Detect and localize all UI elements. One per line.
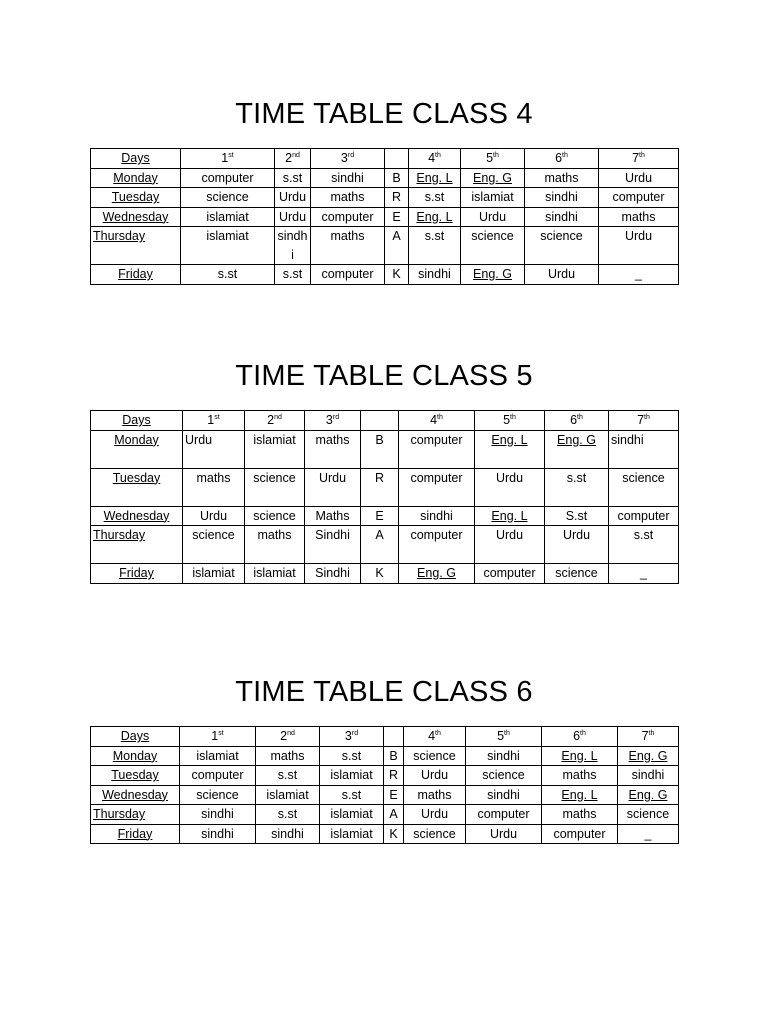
table-row: [91, 506, 679, 526]
class4-timetable: [90, 148, 679, 285]
subject-cell: Urdu: [183, 430, 245, 468]
subject-cell: sindhi: [399, 506, 475, 526]
period-header: 4th: [409, 149, 461, 169]
subject-cell: islamiat: [181, 207, 275, 227]
subject-cell: islamiat: [320, 766, 384, 786]
subject-cell: _: [609, 564, 679, 584]
subject-cell: maths: [183, 468, 245, 506]
subject-cell: Eng. G: [461, 168, 525, 188]
days-header: Days: [91, 411, 183, 431]
table-row: [91, 564, 679, 584]
subject-cell: computer: [599, 188, 679, 208]
subject-cell: Eng. L: [475, 506, 545, 526]
subject-cell: sindhi: [409, 265, 461, 285]
break-cell: R: [385, 188, 409, 208]
period-header: 2nd: [275, 149, 311, 169]
table-row: [91, 168, 679, 188]
subject-cell: maths: [542, 805, 618, 825]
break-cell: K: [361, 564, 399, 584]
period-header: 7th: [618, 727, 679, 747]
subject-cell: s.st: [275, 265, 311, 285]
table-row: [91, 207, 679, 227]
subject-cell: Urdu: [475, 526, 545, 564]
subject-cell: sindhi: [180, 805, 256, 825]
subject-cell: s.st: [409, 227, 461, 265]
subject-cell: islamiat: [245, 430, 305, 468]
subject-cell: Eng. L: [542, 785, 618, 805]
subject-cell: science: [245, 468, 305, 506]
subject-cell: science: [461, 227, 525, 265]
subject-cell: Eng. G: [545, 430, 609, 468]
break-cell: R: [361, 468, 399, 506]
period-header: 4th: [399, 411, 475, 431]
day-cell: Friday: [91, 265, 181, 285]
subject-cell: maths: [311, 188, 385, 208]
subject-cell: maths: [245, 526, 305, 564]
subject-cell: sindhi: [525, 188, 599, 208]
table-row: [91, 824, 679, 844]
day-cell: Monday: [91, 430, 183, 468]
period-header: 4th: [404, 727, 466, 747]
subject-cell: Sindhi: [305, 564, 361, 584]
days-header: Days: [91, 727, 180, 747]
subject-cell: maths: [311, 227, 385, 265]
subject-cell: Urdu: [466, 824, 542, 844]
break-header: [361, 411, 399, 431]
subject-cell: science: [404, 746, 466, 766]
class6-title: TIME TABLE CLASS 6: [235, 676, 533, 708]
break-cell: A: [384, 805, 404, 825]
subject-cell: Eng. L: [409, 168, 461, 188]
subject-cell: islamiat: [180, 746, 256, 766]
subject-cell: Urdu: [404, 805, 466, 825]
break-cell: B: [384, 746, 404, 766]
subject-cell: Eng. G: [618, 746, 679, 766]
table-row: [91, 805, 679, 825]
header-row: [91, 727, 679, 747]
subject-cell: Urdu: [599, 227, 679, 265]
subject-cell: s.st: [275, 168, 311, 188]
subject-cell: s.st: [181, 265, 275, 285]
subject-cell: Urdu: [475, 468, 545, 506]
subject-cell: sindhi: [180, 824, 256, 844]
period-header: 2nd: [256, 727, 320, 747]
class5-section: [0, 358, 768, 394]
period-header: 6th: [545, 411, 609, 431]
subject-cell: science: [404, 824, 466, 844]
subject-cell: maths: [404, 785, 466, 805]
period-header: 5th: [466, 727, 542, 747]
break-cell: A: [385, 227, 409, 265]
period-header: 5th: [475, 411, 545, 431]
subject-cell: science: [183, 526, 245, 564]
subject-cell: Maths: [305, 506, 361, 526]
day-cell: Thursday: [91, 805, 180, 825]
subject-cell: sindhi: [525, 207, 599, 227]
period-header: 3rd: [320, 727, 384, 747]
subject-cell: Urdu: [275, 188, 311, 208]
subject-cell: islamiat: [461, 188, 525, 208]
subject-cell: Sindhi: [305, 526, 361, 564]
subject-cell: science: [609, 468, 679, 506]
header-row: [91, 411, 679, 431]
subject-cell: computer: [181, 168, 275, 188]
break-header: [384, 727, 404, 747]
period-header: 7th: [599, 149, 679, 169]
subject-cell: sindhi: [466, 746, 542, 766]
subject-cell: sindhi: [311, 168, 385, 188]
period-header: 3rd: [311, 149, 385, 169]
subject-cell: computer: [399, 526, 475, 564]
subject-cell: s.st: [320, 785, 384, 805]
day-cell: Tuesday: [91, 766, 180, 786]
subject-cell: sindhi: [466, 785, 542, 805]
subject-cell: Urdu: [525, 265, 599, 285]
subject-cell: Eng. G: [461, 265, 525, 285]
period-header: 2nd: [245, 411, 305, 431]
day-cell: Wednesday: [91, 506, 183, 526]
subject-cell: maths: [542, 766, 618, 786]
break-cell: R: [384, 766, 404, 786]
subject-cell: science: [525, 227, 599, 265]
subject-cell: S.st: [545, 506, 609, 526]
subject-cell: maths: [599, 207, 679, 227]
subject-cell: s.st: [320, 746, 384, 766]
subject-cell: maths: [525, 168, 599, 188]
subject-cell: Eng. G: [399, 564, 475, 584]
day-cell: Thursday: [91, 227, 181, 265]
class4-section: [0, 96, 768, 132]
day-cell: Monday: [91, 746, 180, 766]
day-cell: Tuesday: [91, 468, 183, 506]
break-cell: A: [361, 526, 399, 564]
subject-cell: maths: [305, 430, 361, 468]
period-header: 7th: [609, 411, 679, 431]
subject-cell: _: [599, 265, 679, 285]
break-cell: E: [361, 506, 399, 526]
class6-timetable: [90, 726, 679, 844]
break-cell: B: [385, 168, 409, 188]
day-cell: Friday: [91, 824, 180, 844]
subject-cell: Eng. L: [475, 430, 545, 468]
day-cell: Monday: [91, 168, 181, 188]
subject-cell: islamiat: [245, 564, 305, 584]
period-header: 1st: [183, 411, 245, 431]
subject-cell: maths: [256, 746, 320, 766]
subject-cell: s.st: [545, 468, 609, 506]
table-row: [91, 746, 679, 766]
subject-cell: Eng. L: [542, 746, 618, 766]
table-row: [91, 468, 679, 506]
table-row: [91, 430, 679, 468]
subject-cell: computer: [399, 430, 475, 468]
subject-cell: computer: [399, 468, 475, 506]
subject-cell: computer: [311, 265, 385, 285]
subject-cell: Urdu: [305, 468, 361, 506]
subject-cell: science: [245, 506, 305, 526]
subject-cell: s.st: [409, 188, 461, 208]
subject-cell: computer: [180, 766, 256, 786]
subject-cell: Eng. G: [618, 785, 679, 805]
subject-cell: sindhi: [609, 430, 679, 468]
subject-cell: science: [180, 785, 256, 805]
subject-cell: islamiat: [320, 805, 384, 825]
class5-title: TIME TABLE CLASS 5: [235, 360, 533, 392]
subject-cell: science: [181, 188, 275, 208]
period-header: 6th: [525, 149, 599, 169]
subject-cell: computer: [466, 805, 542, 825]
break-cell: E: [384, 785, 404, 805]
subject-cell: science: [466, 766, 542, 786]
table-row: [91, 265, 679, 285]
subject-cell: sindhi: [256, 824, 320, 844]
subject-cell: islamiat: [256, 785, 320, 805]
subject-cell: Urdu: [545, 526, 609, 564]
day-cell: Wednesday: [91, 207, 181, 227]
period-header: 1st: [180, 727, 256, 747]
period-header: 5th: [461, 149, 525, 169]
table-row: [91, 227, 679, 265]
subject-cell: science: [618, 805, 679, 825]
break-cell: B: [361, 430, 399, 468]
subject-cell: computer: [609, 506, 679, 526]
subject-cell: _: [618, 824, 679, 844]
subject-cell: s.st: [256, 766, 320, 786]
subject-cell: s.st: [609, 526, 679, 564]
table-row: [91, 188, 679, 208]
subject-cell: computer: [311, 207, 385, 227]
day-cell: Tuesday: [91, 188, 181, 208]
subject-cell: Urdu: [599, 168, 679, 188]
class4-title: TIME TABLE CLASS 4: [235, 98, 533, 130]
subject-cell: islamiat: [320, 824, 384, 844]
subject-cell: science: [545, 564, 609, 584]
subject-cell: islamiat: [183, 564, 245, 584]
break-cell: E: [385, 207, 409, 227]
subject-cell: Urdu: [275, 207, 311, 227]
subject-cell: computer: [542, 824, 618, 844]
subject-cell: s.st: [256, 805, 320, 825]
subject-cell: Urdu: [404, 766, 466, 786]
break-header: [385, 149, 409, 169]
day-cell: Friday: [91, 564, 183, 584]
class6-section: [0, 674, 768, 710]
table-row: [91, 526, 679, 564]
header-row: [91, 149, 679, 169]
period-header: 6th: [542, 727, 618, 747]
class5-timetable: [90, 410, 679, 584]
subject-cell: computer: [475, 564, 545, 584]
subject-cell: sindhi: [275, 227, 311, 265]
subject-cell: Urdu: [183, 506, 245, 526]
break-cell: K: [384, 824, 404, 844]
subject-cell: Eng. L: [409, 207, 461, 227]
table-row: [91, 766, 679, 786]
subject-cell: sindhi: [618, 766, 679, 786]
day-cell: Thursday: [91, 526, 183, 564]
days-header: Days: [91, 149, 181, 169]
period-header: 1st: [181, 149, 275, 169]
subject-cell: Urdu: [461, 207, 525, 227]
break-cell: K: [385, 265, 409, 285]
table-row: [91, 785, 679, 805]
subject-cell: islamiat: [181, 227, 275, 265]
day-cell: Wednesday: [91, 785, 180, 805]
period-header: 3rd: [305, 411, 361, 431]
